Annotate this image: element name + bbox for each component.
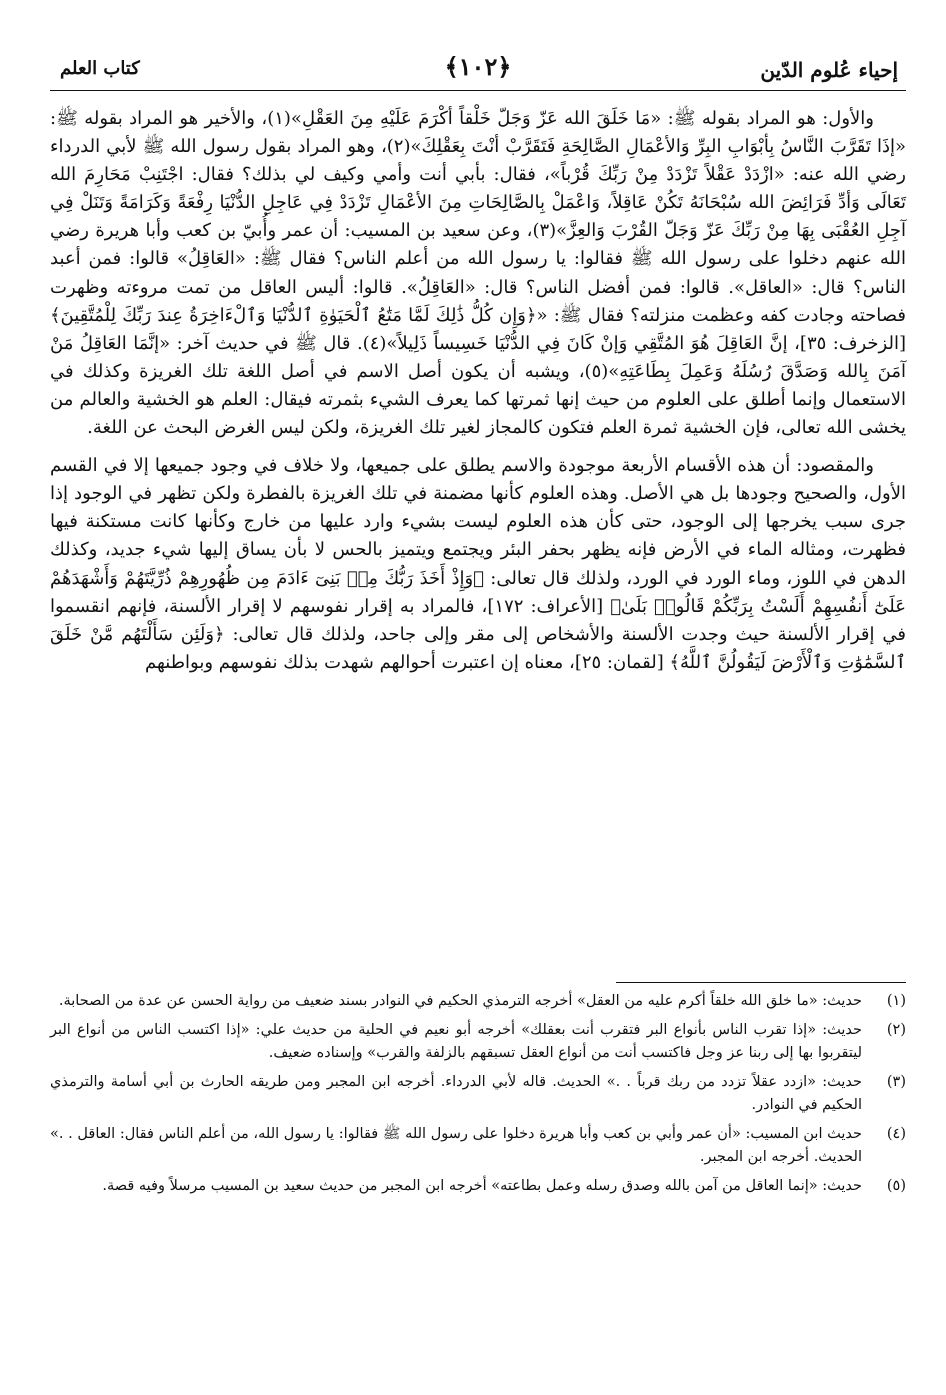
footnote	[50, 1071, 906, 1117]
footnote-number: (٤)	[886, 1126, 906, 1142]
footnote-number: (٣)	[886, 1074, 906, 1090]
book-page	[50, 50, 906, 677]
chapter-title: كتاب العلم	[60, 58, 140, 79]
paragraph: والمقصود: أن هذه الأقسام الأربعة موجودة والاسم يطلق على جميعها، ولا خلاف في وجود جميعها إلا في القسم الأول، والصحيح وجودها بل هي الأصل. وهذه العلوم كأنها مضمنة في تلك الغريزة بالفطرة ولكن تظهر في الوجود إذا جرى سبب يخرجها إلى الوجود، حتى كأن هذه العلوم ليست بشيء وارد عليها من خارج وكأنها كانت مستكنة فيها فظهرت، ومثاله الماء في الأرض فإنه يظهر بحفر البئر ويجتمع ويتميز بالحس لا بأن يساق إليها شيء جديد، وكذلك الدهن في اللوز، وماء الورد في الورد، ولذلك قال تعالى: ﴿وَإِذْ أَخَذَ رَبُّكَ مِنۢ بَنِىٓ ءَادَمَ مِن ظُهُورِهِمْ ذُرِّيَّتَهُمْ وَأَشْهَدَهُمْ عَلَىٰٓ أَنفُسِهِمْ أَلَسْتُ بِرَبِّكُمْ قَالُوا۟ بَلَىٰ﴾ [الأعراف: ١٧٢]، فالمراد به إقرار نفوسهم لا إقرار الألسنة، فإنهم انقسموا في إقرار الألسنة حيث وجدت الألسنة والأشخاص إلى مقر وإلى جاحد، ولذلك قال تعالى: ﴿وَلَئِن سَأَلْتَهُم مَّنْ خَلَقَ ٱلسَّمَٰوَٰتِ وَٱلْأَرْضَ لَيَقُولُنَّ ٱللَّهُ﴾ [لقمان: ٢٥]، معناه إن اعتبرت أحوالهم شهدت بذلك نفوسهم وبواطنهم	[50, 455, 907, 673]
footnote-text: حديث: «إنما العاقل من آمن بالله وصدق رسله وعمل بطاعته» أخرجه ابن المجبر من حديث سعيد بن المسيب مرسلاً وفيه قصة.	[102, 1178, 862, 1194]
footnotes	[50, 990, 906, 1204]
footnote-number: (٥)	[886, 1178, 906, 1194]
page-number: ﴿١٠٢﴾	[444, 52, 512, 81]
footnote-divider	[616, 982, 906, 983]
footnote-text: حديث: «ما خلق الله خلقاً أكرم عليه من العقل» أخرجه الترمذي الحكيم في النوادر بسند ضعيف من رواية الحسن عن عدة من الصحابة.	[58, 993, 862, 1009]
footnote-number: (٢)	[886, 1022, 906, 1038]
footnote-number: (١)	[886, 993, 906, 1009]
main-text	[50, 105, 906, 677]
footnote	[50, 990, 906, 1013]
paragraph: والأول: هو المراد بقوله ﷺ: «مَا خَلَقَ الله عَزّ وَجَلّ خَلْقاً أكْرَمَ عَلَيْهِ مِنَ العَقْلِ»(١)، والأخير هو المراد بقوله ﷺ: «إذَا تَقَرَّبَ النَّاسُ بِأبْوَابِ البِرِّ وَالأعْمَالِ الصَّالِحَةِ فَتَقَرَّبْ أنْتَ بِعَقْلِكَ»(٢)، وهو المراد بقول رسول الله ﷺ لأبي الدرداء رضي الله عنه: «ازْدَدْ عَقْلاً تَزْدَدْ مِنْ رَبِّكَ قُرْباً»، فقال: بأبي أنت وأمي وكيف لي بذلك؟ فقال: اجْتَنِبْ مَحَارِمَ الله تَعَالَى وَأدِّ فَرَائِضَ الله سُبْحَانَهُ تَكُنْ عَاقِلاً، وَاعْمَلْ بِالصَّالِحَاتِ مِنَ الأعْمَالِ تَزْدَدْ فِي عَاجِلِ الدُّنْيَا رِفْعَةً وَكَرَامَةً وَتَنَلْ فِي آجِلِ العُقْبَى بِهَا مِنْ رَبِّكَ عَزّ وَجَلّ القُرْبَ وَالعِزَّ»(٣)، وعن سعيد بن المسيب: أن عمر وأُبيّ بن كعب وأبا هريرة رضي الله عنهم دخلوا على رسول الله ﷺ فقالوا: يا رسول الله من أعلم الناس؟ فقال ﷺ: «العَاقِلُ» قالوا: فمن أعبد الناس؟ قال: «العاقل». قالوا: فمن أفضل الناس؟ قال: «العَاقِلُ». قالوا: أليس العاقل من تمت مروءته وظهرت فصاحته وجادت كفه وعظمت منزلته؟ فقال ﷺ: «﴿وَإِن كُلُّ ذَٰلِكَ لَمَّا مَتَٰعُ ٱلْحَيَوٰةِ ٱلدُّنْيَا وَٱلْءَاخِرَةُ عِندَ رَبِّكَ لِلْمُتَّقِينَ﴾ [الزخرف: ٣٥]، إنَّ العَاقِلَ هُوَ المُتَّقِي وَإنْ كَانَ فِي الدُّنْيَا خَسِيساً ذَلِيلاً»(٤). قال ﷺ في حديث آخر: «إنَّمَا العَاقِلُ مَنْ آمَنَ بِالله وَصَدَّقَ رُسُلَهُ وَعَمِلَ بِطَاعَتِهِ»(٥)، ويشبه أن يكون أصل الاسم في أصل اللغة تلك الغريزة وكذلك في الاستعمال وإنما أطلق على العلوم من حيث إنها ثمرتها كما يعرف الشيء بثمرته فيقال: العلم هو الخشية والعالم من يخشى الله تعالى، فإن الخشية ثمرة العلم فتكون كالمجاز لغير تلك الغريزة، ولكن ليس الغرض البحث عن اللغة.	[50, 108, 906, 439]
page-header	[50, 50, 906, 91]
footnote-text: حديث ابن المسيب: «أن عمر وأبي بن كعب وأبا هريرة دخلوا على رسول الله ﷺ فقالوا: يا رسول الله، من أعلم الناس فقال: العاقل . .» الحديث. أخرجه ابن المجبر.	[50, 1126, 862, 1165]
footnote	[50, 1019, 906, 1065]
book-title: إحياء عُلوم الدّين	[760, 58, 898, 82]
footnote-text: حديث: «ازدد عقلاً تزدد من ربك قرباً . .» الحديث. قاله لأبي الدرداء. أخرجه ابن المجبر ومن طريقه الحارث بن أبي أسامة والترمذي الحكيم في النوادر.	[50, 1074, 862, 1113]
footnote	[50, 1123, 906, 1169]
footnote	[50, 1175, 906, 1198]
footnote-text: حديث: «إذا تقرب الناس بأنواع البر فتقرب أنت بعقلك» أخرجه أبو نعيم في الحلية من حديث علي: «إذا اكتسب الناس من أنواع البر ليتقربوا بها إلى ربنا عز وجل فاكتسب أنت من أنواع العقل تسبقهم بالزلفة والقرب» وإسناده ضعيف.	[50, 1022, 862, 1061]
